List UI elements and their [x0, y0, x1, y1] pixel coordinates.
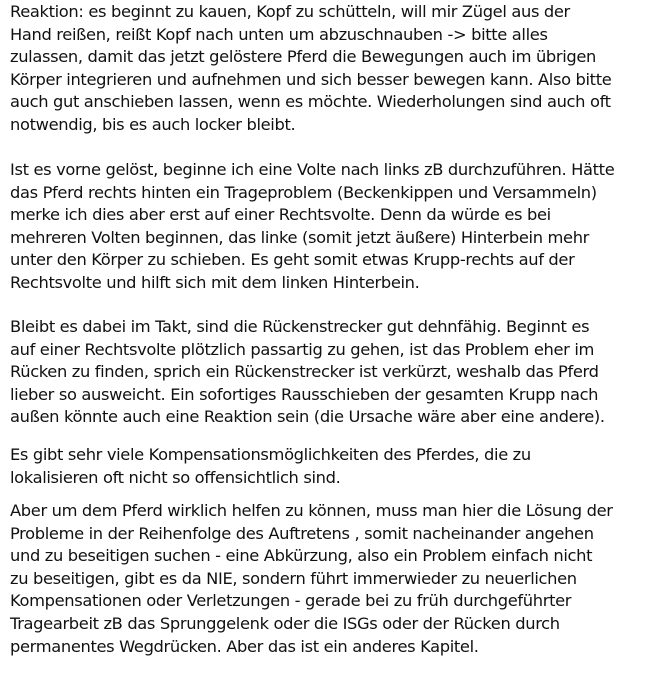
- text-line: lokalisieren oft nicht so offensichtlich sind.: [10, 467, 341, 487]
- text-line: außen könnte auch eine Reaktion sein (die Ursache wäre aber eine andere).: [10, 407, 605, 427]
- text-line: merke ich dies aber erst auf einer Rechtsvolte. Denn da würde es bei: [10, 205, 551, 225]
- text-line: Rechtsvolte und hilft sich mit dem linken Hinterbein.: [10, 272, 420, 292]
- text-line: mehreren Volten beginnen, das linke (somit jetzt äußere) Hinterbein mehr: [10, 227, 590, 247]
- text-line: unter den Körper zu schieben. Es geht somit etwas Krupp-rechts auf der: [10, 250, 575, 270]
- text-line: lieber so ausweicht. Ein sofortiges Rausschieben der gesamten Krupp nach: [10, 384, 599, 404]
- paragraph-volte: [10, 159, 670, 295]
- text-line: permanentes Wegdrücken. Aber das ist ein anderes Kapitel.: [10, 636, 479, 656]
- paragraph-reaction: [10, 1, 670, 137]
- text-line: Körper integrieren und aufnehmen und sich besser bewegen kann. Also bitte: [10, 69, 612, 89]
- text-line: Ist es vorne gelöst, beginne ich eine Volte nach links zB durchzuführen. Hätte: [10, 160, 615, 179]
- text-line: Es gibt sehr viele Kompensationsmöglichkeiten des Pferdes, die zu: [10, 445, 531, 464]
- text-line: und zu beseitigen suchen - eine Abkürzung, also ein Problem einfach nicht: [10, 546, 593, 566]
- paragraph-loesung: [10, 500, 670, 658]
- text-line: Aber um dem Pferd wirklich helfen zu können, muss man hier die Lösung der: [10, 501, 613, 520]
- text-line: Kompensationen oder Verletzungen - gerade bei zu früh durchgeführter: [10, 591, 572, 611]
- text-line: auf einer Rechtsvolte plötzlich passartig zu gehen, ist das Problem eher im: [10, 339, 595, 359]
- text-line: zu beseitigen, gibt es da NIE, sondern führt immerwieder zu neuerlichen: [10, 568, 577, 588]
- paragraph-kompensation: [10, 444, 670, 489]
- text-line: Hand reißen, reißt Kopf nach unten um abzuschnauben -> bitte alles: [10, 24, 548, 44]
- text-line: notwendig, bis es auch locker bleibt.: [10, 114, 296, 134]
- text-line: Reaktion: es beginnt zu kauen, Kopf zu schütteln, will mir Zügel aus der: [10, 2, 570, 21]
- text-line: das Pferd rechts hinten ein Trageproblem (Beckenkippen und Versammeln): [10, 182, 597, 202]
- text-line: Rücken zu finden, sprich ein Rückenstrecker ist verkürzt, weshalb das Pferd: [10, 362, 599, 382]
- text-line: zulassen, damit das jetzt gelöstere Pferd die Bewegungen auch im übrigen: [10, 47, 597, 67]
- paragraph-rueckenstrecker: [10, 316, 670, 429]
- text-line: Bleibt es dabei im Takt, sind die Rückenstrecker gut dehnfähig. Beginnt es: [10, 317, 590, 336]
- text-line: Probleme in der Reihenfolge des Auftretens , somit nacheinander angehen: [10, 523, 594, 543]
- text-line: Tragearbeit zB das Sprunggelenk oder die ISGs oder der Rücken durch: [10, 613, 560, 633]
- text-line: auch gut anschieben lassen, wenn es möchte. Wiederholungen sind auch oft: [10, 92, 611, 112]
